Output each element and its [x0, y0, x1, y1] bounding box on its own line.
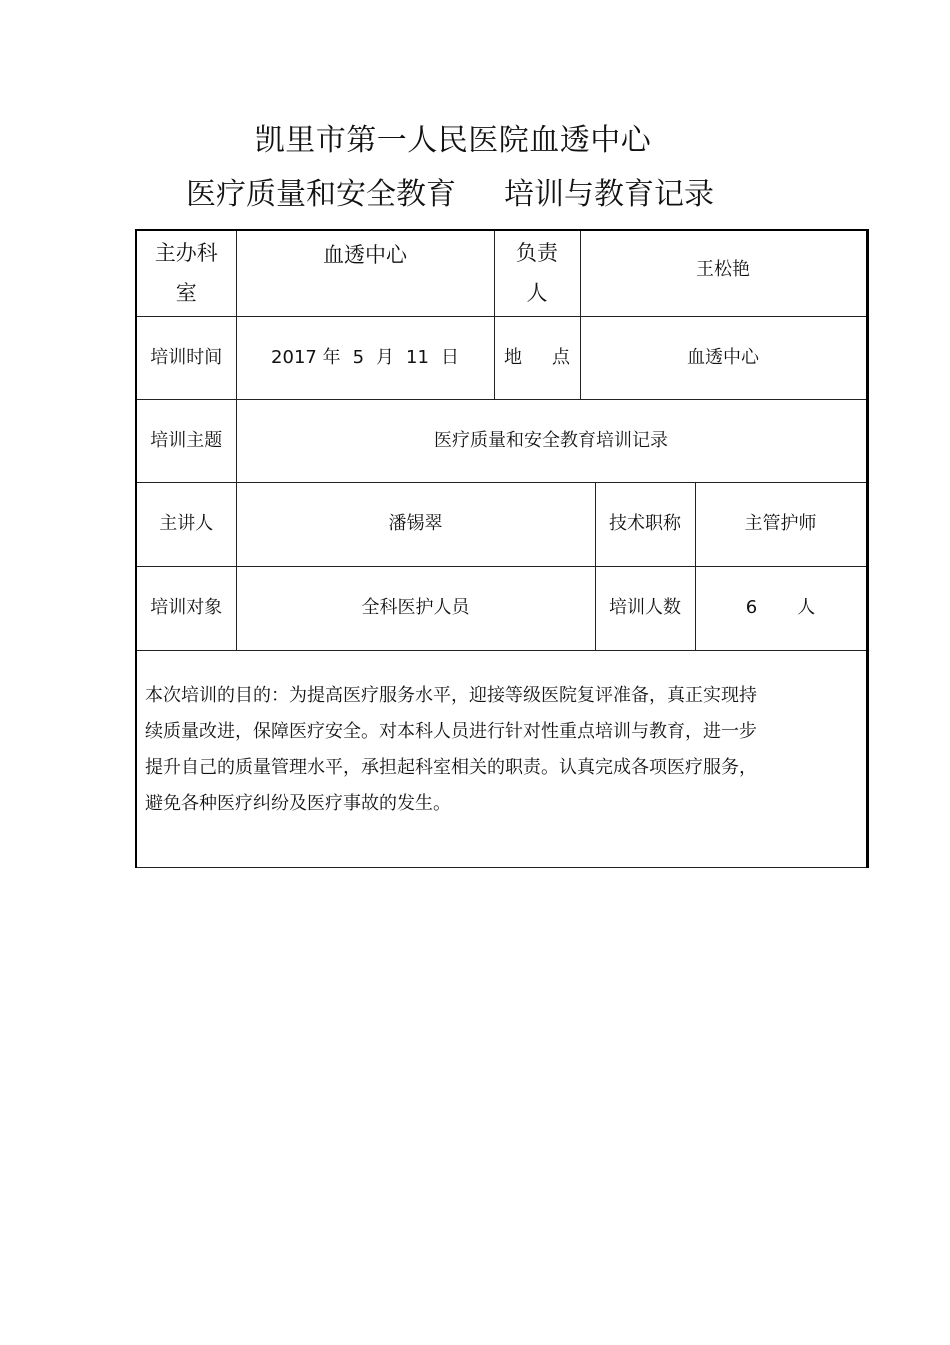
table-row: [136, 230, 867, 316]
table-row: [136, 316, 867, 399]
location-label-char1: 地: [504, 346, 522, 368]
host-dept-label-cell: [136, 230, 236, 316]
date-month-unit: 月: [376, 346, 395, 368]
title-label: 技术职称: [595, 482, 695, 566]
title-line2-part-a: 医疗质量和安全教育: [186, 177, 456, 212]
speaker-value: 潘锡翠: [236, 482, 595, 566]
date-value: [236, 316, 494, 399]
audience-label: 培训对象: [136, 566, 236, 650]
date-day: 11: [406, 346, 429, 368]
table-row: [136, 482, 867, 566]
purpose-line: 本次培训的目的：为提高医疗服务水平，迎接等级医院复评准备，真正实现持: [145, 684, 757, 706]
count-value-cell: [695, 566, 867, 650]
date-day-unit: 日: [440, 346, 459, 368]
date-month: 5: [352, 346, 365, 368]
topic-label: 培训主题: [136, 399, 236, 482]
person-in-charge-value: 王松艳: [580, 230, 867, 316]
count-label: 培训人数: [595, 566, 695, 650]
topic-value: 医疗质量和安全教育培训记录: [236, 399, 867, 482]
table-row: [136, 650, 867, 867]
count-unit: 人: [797, 597, 816, 618]
date-year: 2017 年: [271, 346, 341, 368]
location-value: 血透中心: [580, 316, 867, 399]
location-label: [494, 316, 580, 399]
training-purpose: [136, 650, 867, 867]
document-title-line1: 凯里市第一人民医院血透中心: [254, 123, 652, 158]
table-row: [136, 566, 867, 650]
training-record-table: [135, 229, 869, 868]
person-in-charge-label-cell: [494, 230, 580, 316]
host-dept-value: 血透中心: [236, 230, 494, 316]
purpose-line: 续质量改进，保障医疗安全。对本科人员进行针对性重点培训与教育，进一步: [145, 720, 757, 742]
purpose-line: 提升自己的质量管理水平，承担起科室相关的职责。认真完成各项医疗服务，: [145, 756, 757, 778]
count-value: 6: [745, 597, 758, 618]
purpose-line: 避免各种医疗纠纷及医疗事故的发生。: [145, 792, 451, 814]
audience-value: 全科医护人员: [236, 566, 595, 650]
title-line2-part-b: 培训与教育记录: [504, 177, 714, 212]
speaker-label: 主讲人: [136, 482, 236, 566]
host-dept-label-line2: 室: [175, 281, 197, 306]
host-dept-label-line1: 主办科: [154, 241, 218, 266]
location-label-char2: 点: [552, 346, 570, 368]
time-label: 培训时间: [136, 316, 236, 399]
person-in-charge-label-line1: 负责: [516, 241, 558, 266]
table-row: [136, 399, 867, 482]
document-title-line2: [186, 174, 826, 216]
person-in-charge-label-line2: 人: [526, 281, 548, 306]
title-value: 主管护师: [695, 482, 867, 566]
